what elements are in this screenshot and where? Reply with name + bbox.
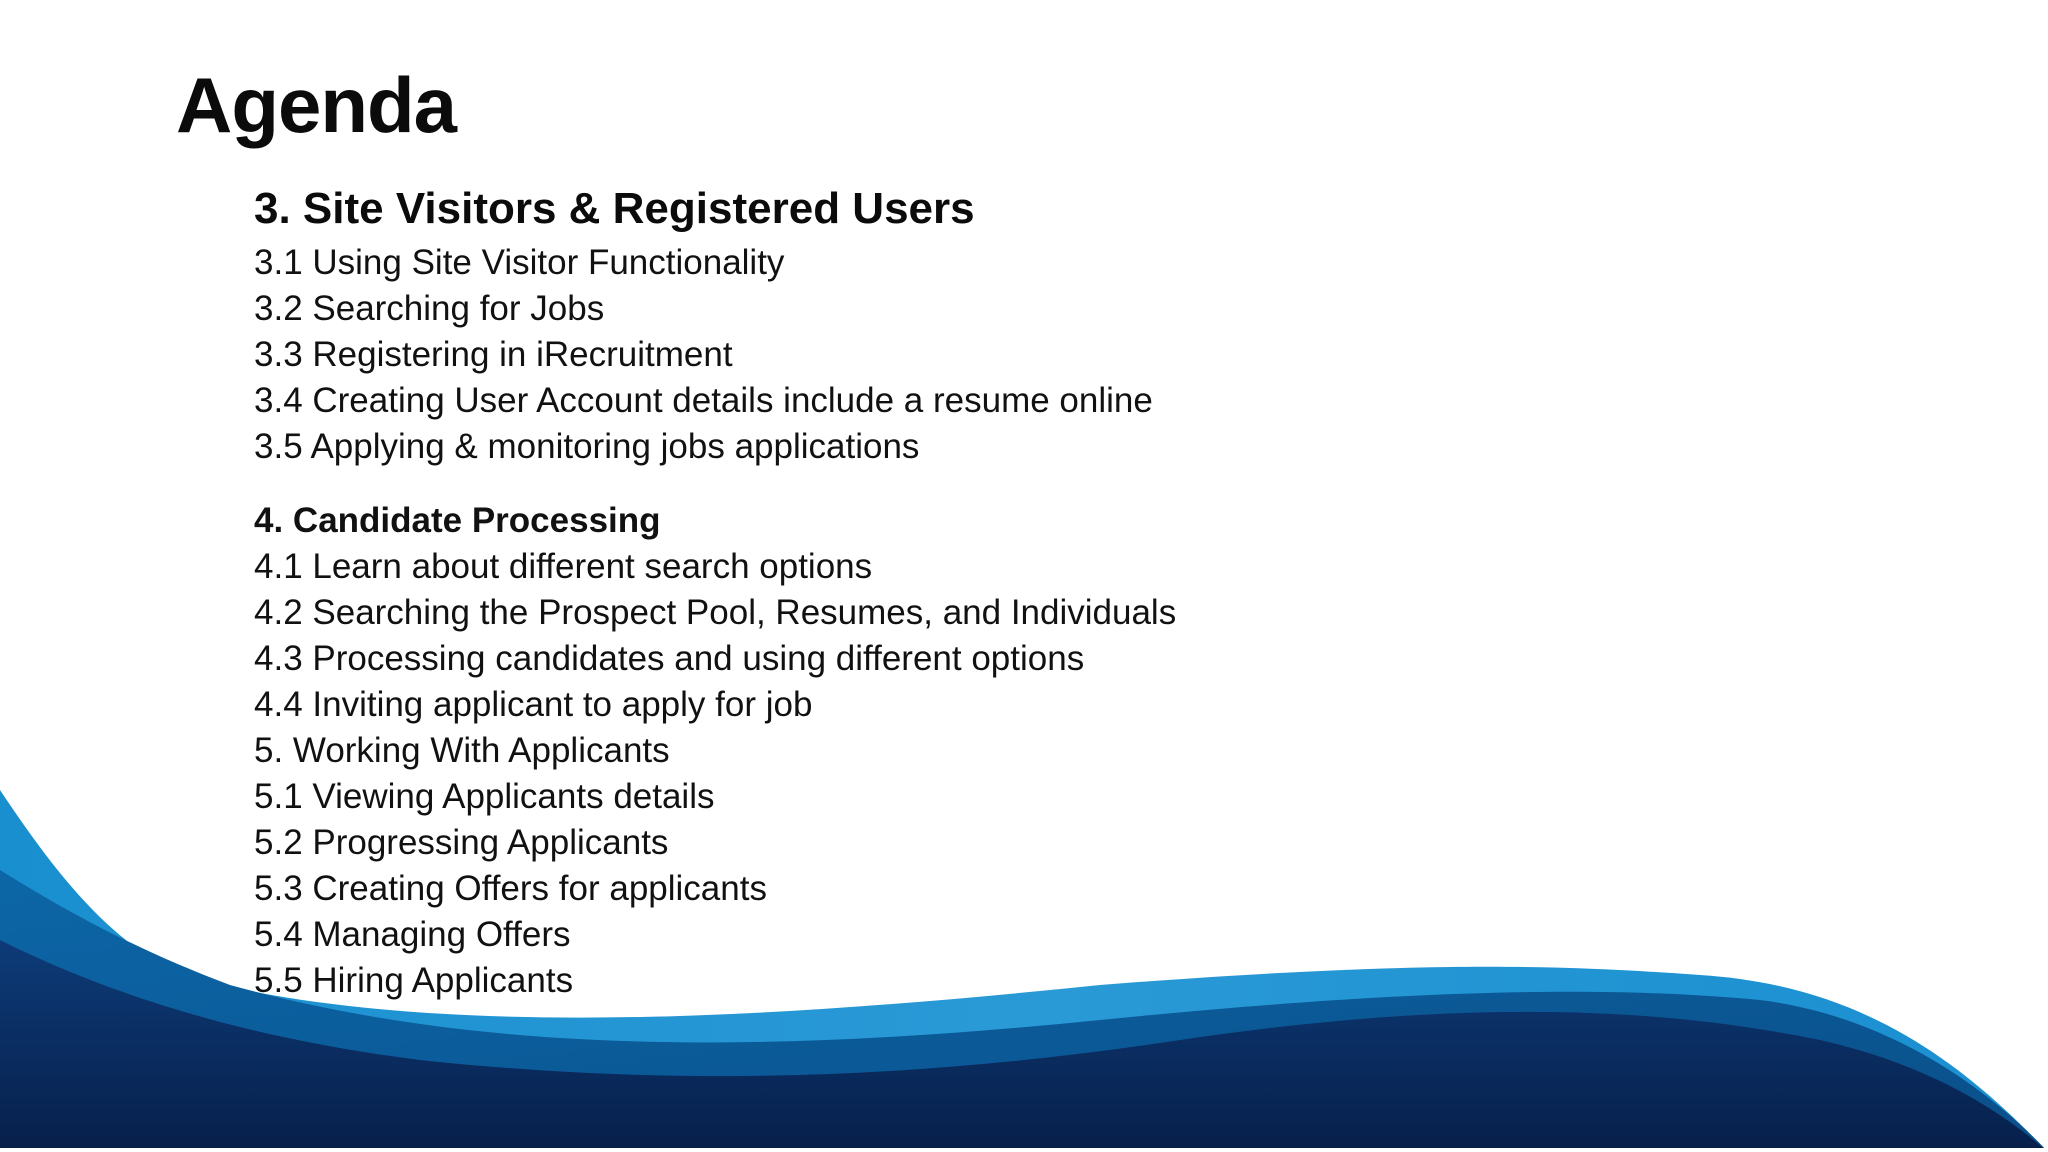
section-3-heading: 3. Site Visitors & Registered Users — [254, 184, 975, 233]
list-item: 5.3 Creating Offers for applicants — [254, 869, 767, 908]
list-item: 3.3 Registering in iRecruitment — [254, 335, 733, 374]
list-item: 4.2 Searching the Prospect Pool, Resumes, and Individuals — [254, 593, 1177, 632]
agenda-list — [254, 178, 1554, 1004]
list-item: 5.1 Viewing Applicants details — [254, 777, 715, 816]
list-item: 3.4 Creating User Account details include a resume online — [254, 381, 1153, 420]
section-spacer — [254, 470, 1554, 498]
section-5-heading: 5. Working With Applicants — [254, 731, 670, 770]
page-title: Agenda — [176, 61, 457, 149]
list-item: 3.2 Searching for Jobs — [254, 289, 605, 328]
list-item: 3.1 Using Site Visitor Functionality — [254, 243, 785, 282]
list-item: 4.4 Inviting applicant to apply for job — [254, 685, 813, 724]
section-4-heading: 4. Candidate Processing — [254, 501, 661, 540]
list-item: 5.5 Hiring Applicants — [254, 961, 574, 1000]
list-item: 4.1 Learn about different search options — [254, 547, 873, 586]
list-item: 3.5 Applying & monitoring jobs applications — [254, 427, 920, 466]
bottom-border — [0, 1148, 2048, 1152]
list-item: 5.2 Progressing Applicants — [254, 823, 669, 862]
list-item: 5.4 Managing Offers — [254, 915, 571, 954]
list-item: 4.3 Processing candidates and using different options — [254, 639, 1085, 678]
